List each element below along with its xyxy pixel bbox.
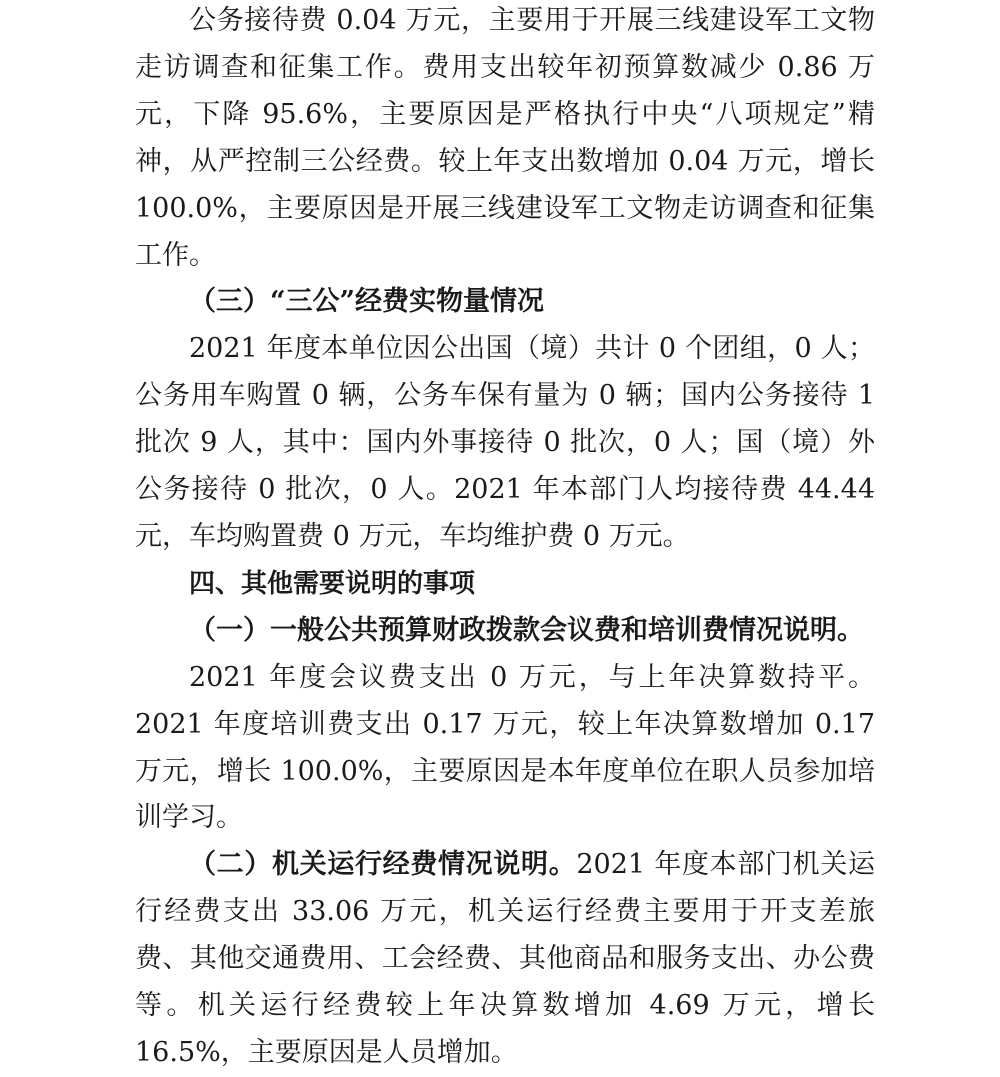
- paragraph-operating-expense: [135, 842, 875, 1077]
- paragraph-operating-expense-body: 2021 年度本部门机关运行经费支出 33.06 万元，机关运行经费主要用于开支差旅费、其他交通费用、工会经费、其他商品和服务支出、办公费等。机关运行经费较上年决算数增加 4.69 万元，增长 16.5%，主要原因是人员增加。: [135, 849, 876, 1068]
- heading-operating-expense: （二）机关运行经费情况说明。: [189, 849, 577, 881]
- paragraph-reception-expense: 公务接待费 0.04 万元，主要用于开展三线建设军工文物走访调查和征集工作。费用支出较年初预算数减少 0.86 万元，下降 95.6%，主要原因是严格执行中央“八项规定”精神，从严控制三公经费。较上年支出数增加 0.04 万元，增长 100.0%，主要原因是开展三线建设军工文物走访调查和征集工作。: [135, 5, 875, 271]
- heading-meeting-training: （一）一般公共预算财政拨款会议费和培训费情况说明。: [189, 614, 864, 646]
- paragraph-sangong-quantity: 2021 年度本单位因公出国（境）共计 0 个团组，0 人；公务用车购置 0 辆，公务车保有量为 0 辆；国内公务接待 1 批次 9 人，其中：国内外事接待 0 批次，0 人；国（境）外公务接待 0 批次，0 人。2021 年本部门人均接待费 44.44 元，车均购置费 0 万元，车均维护费 0 万元。: [135, 333, 875, 552]
- document-page: [135, 0, 875, 1077]
- paragraph-meeting-training: 2021 年度会议费支出 0 万元，与上年决算数持平。2021 年度培训费支出 0.17 万元，较上年决算数增加 0.17 万元，增长 100.0%，主要原因是本年度单位在职人员参加培训学习。: [135, 661, 875, 834]
- heading-sangong-physical-quantity: （三）“三公”经费实物量情况: [189, 286, 545, 318]
- heading-other-matters: 四、其他需要说明的事项: [189, 568, 476, 599]
